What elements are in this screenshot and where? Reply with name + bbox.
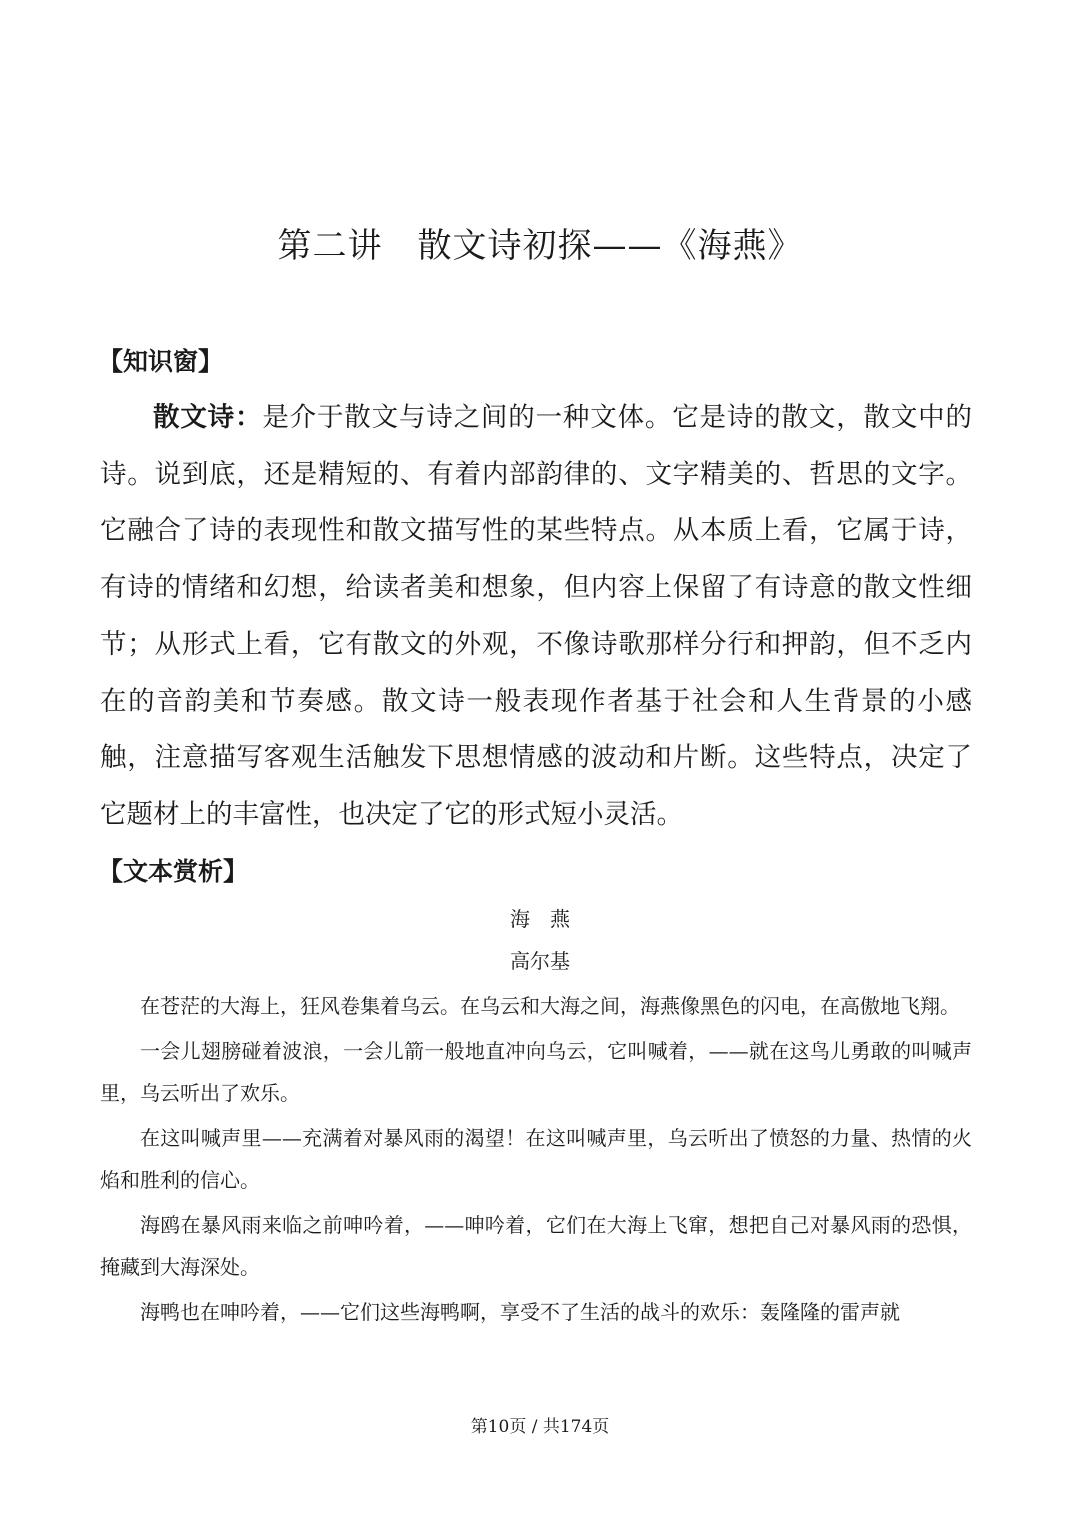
knowledge-section-heading: 【知识窗】 bbox=[98, 347, 224, 376]
text-section-heading: 【文本赏析】 bbox=[98, 857, 249, 886]
knowledge-paragraph bbox=[100, 390, 972, 844]
term-definition: 是介于散文与诗之间的一种文体。它是诗的散文，散文中的诗。说到底，还是精短的、有着内部韵律的、文字精美的、哲思的文字。它融合了诗的表现性和散文描写性的某些特点。从本质上看，它属于诗，有诗的情绪和幻想，给读者美和想象，但内容上保留了有诗意的散文性细节；从形式上看，它有散文的外观，不像诗歌那样分行和押韵，但不乏内在的音韵美和节奏感。散文诗一般表现作者基于社会和人生背景的小感触，注意描写客观生活触发下思想情感的波动和片断。这些特点，决定了它题材上的丰富性，也决定了它的形式短小灵活。 bbox=[100, 402, 973, 830]
page-indicator: 第10页 / 共174页 bbox=[470, 1417, 610, 1437]
poem-paragraph: 海鸥在暴风雨来临之前呻吟着，——呻吟着，它们在大海上飞窜，想把自己对暴风雨的恐惧，掩藏到大海深处。 bbox=[100, 1213, 972, 1279]
poem-paragraph: 在苍茫的大海上，狂风卷集着乌云。在乌云和大海之间，海燕像黑色的闪电，在高傲地飞翔。 bbox=[140, 994, 960, 1018]
poem-paragraph: 海鸭也在呻吟着，——它们这些海鸭啊，享受不了生活的战斗的欢乐：轰隆隆的雷声就 bbox=[140, 1300, 900, 1324]
poem-body bbox=[100, 985, 972, 1336]
poem-paragraph: 在这叫喊声里——充满着对暴风雨的渴望！在这叫喊声里，乌云听出了愤怒的力量、热情的火焰和胜利的信心。 bbox=[100, 1126, 972, 1192]
poem-author: 高尔基 bbox=[510, 949, 570, 973]
term-label: 散文诗： bbox=[153, 402, 263, 433]
page-title: 第二讲 散文诗初探——《海燕》 bbox=[277, 226, 803, 266]
poem-paragraph: 一会儿翅膀碰着波浪，一会儿箭一般地直冲向乌云，它叫喊着，——就在这鸟儿勇敢的叫喊声里，乌云听出了欢乐。 bbox=[100, 1039, 972, 1105]
poem-title: 海 燕 bbox=[510, 907, 570, 931]
